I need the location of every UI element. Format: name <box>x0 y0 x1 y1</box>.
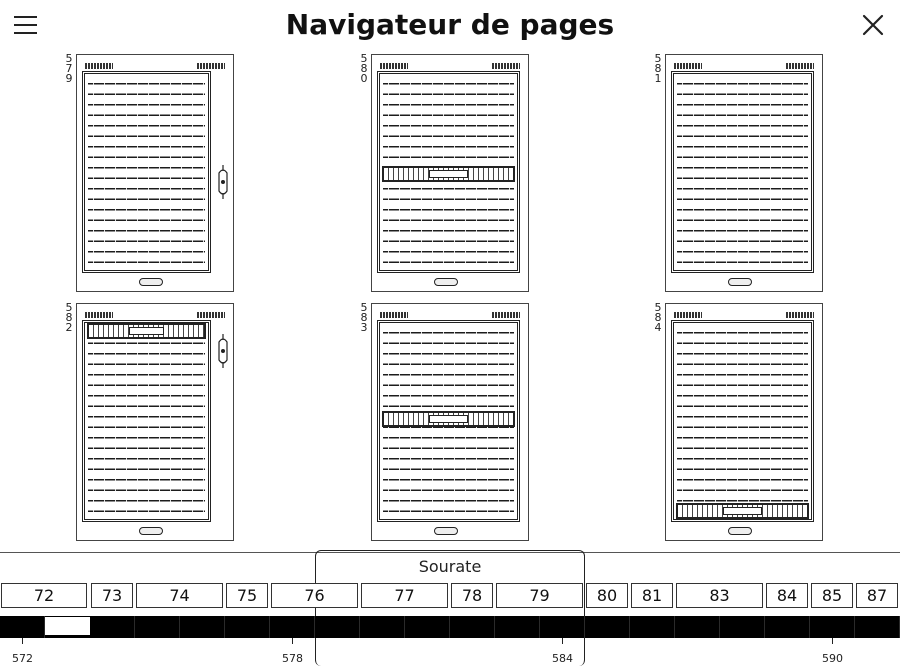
page-thumbnail-grid <box>0 52 900 544</box>
page-position-strip[interactable] <box>0 616 900 638</box>
page-header-ornament <box>674 63 814 71</box>
page-text-frame <box>377 71 520 273</box>
page-thumbnail-582[interactable] <box>76 303 234 541</box>
page-thumbnail-cell <box>64 52 234 292</box>
page-block[interactable] <box>405 616 450 638</box>
navigation-bar <box>0 544 900 666</box>
page-block[interactable] <box>585 616 630 638</box>
page-block[interactable] <box>675 616 720 638</box>
page-block[interactable] <box>90 616 135 638</box>
page-tick-label: 584 <box>552 652 573 665</box>
page-number: 5 8 0 <box>360 52 368 85</box>
page-text-frame <box>377 320 520 522</box>
page-thumbnail-cell <box>359 301 529 541</box>
surah-button[interactable]: 77 <box>361 583 448 608</box>
surah-button[interactable]: 76 <box>271 583 358 608</box>
page-thumbnail-cell <box>653 301 823 541</box>
page-text-frame <box>82 71 211 273</box>
surah-title-band <box>382 411 515 427</box>
page-footer-badge <box>434 278 458 286</box>
page-thumbnail-584[interactable] <box>665 303 823 541</box>
page-tick-label: 572 <box>12 652 33 665</box>
surah-button[interactable]: 81 <box>631 583 673 608</box>
page-block[interactable] <box>315 616 360 638</box>
surah-button[interactable]: 80 <box>586 583 628 608</box>
surah-button[interactable]: 75 <box>226 583 268 608</box>
page-block[interactable] <box>855 616 900 638</box>
surah-button[interactable]: 83 <box>676 583 763 608</box>
page-header-ornament <box>380 63 520 71</box>
page-block[interactable] <box>360 616 405 638</box>
page-number: 5 8 3 <box>360 301 368 334</box>
page-text-frame <box>671 71 814 273</box>
page-block[interactable] <box>180 616 225 638</box>
page-tick <box>292 638 293 644</box>
page-text-frame <box>671 320 814 522</box>
page-thumbnail-579[interactable] <box>76 54 234 292</box>
page-thumbnail-cell <box>653 52 823 292</box>
margin-hizb-icon <box>217 334 229 368</box>
surah-button[interactable]: 72 <box>1 583 87 608</box>
surah-button[interactable]: 87 <box>856 583 898 608</box>
surah-button[interactable]: 73 <box>91 583 133 608</box>
page-block[interactable] <box>720 616 765 638</box>
page-tick <box>562 638 563 644</box>
surah-button[interactable]: 79 <box>496 583 583 608</box>
page-block[interactable] <box>810 616 855 638</box>
page-footer-badge <box>139 278 163 286</box>
page-block[interactable] <box>0 616 45 638</box>
surah-title-band <box>382 166 515 182</box>
surah-title-band <box>676 503 809 519</box>
page-number: 5 7 9 <box>65 52 73 85</box>
margin-hizb-icon <box>217 165 229 199</box>
page-block[interactable] <box>765 616 810 638</box>
page-thumbnail-cell <box>64 301 234 541</box>
page-block[interactable] <box>630 616 675 638</box>
page-number: 5 8 2 <box>65 301 73 334</box>
page-block[interactable] <box>135 616 180 638</box>
page-header-ornament <box>85 63 225 71</box>
page-footer-badge <box>139 527 163 535</box>
current-page-indicator[interactable] <box>45 616 90 638</box>
page-block[interactable] <box>495 616 540 638</box>
page-number: 5 8 4 <box>654 301 662 334</box>
page-thumbnail-580[interactable] <box>371 54 529 292</box>
page-text-frame <box>82 320 211 522</box>
page-footer-badge <box>728 278 752 286</box>
surah-button[interactable]: 78 <box>451 583 493 608</box>
page-block[interactable] <box>270 616 315 638</box>
header <box>0 0 900 52</box>
page-tick-label: 590 <box>822 652 843 665</box>
surah-button[interactable]: 74 <box>136 583 223 608</box>
sourate-label: Sourate <box>418 557 482 576</box>
page-thumbnail-cell <box>359 52 529 292</box>
page-footer-badge <box>728 527 752 535</box>
page-tick-label: 578 <box>282 652 303 665</box>
page-title: Navigateur de pages <box>285 8 615 41</box>
surah-number-row <box>0 583 900 608</box>
page-block[interactable] <box>450 616 495 638</box>
page-block[interactable] <box>225 616 270 638</box>
page-thumbnail-581[interactable] <box>665 54 823 292</box>
surah-button[interactable]: 84 <box>766 583 808 608</box>
page-thumbnail-583[interactable] <box>371 303 529 541</box>
page-block[interactable] <box>540 616 585 638</box>
page-number: 5 8 1 <box>654 52 662 85</box>
page-footer-badge <box>434 527 458 535</box>
page-tick <box>22 638 23 644</box>
page-header-ornament <box>674 312 814 320</box>
page-header-ornament <box>85 312 225 320</box>
close-icon[interactable] <box>862 14 884 36</box>
surah-title-band <box>87 323 206 339</box>
surah-button[interactable]: 85 <box>811 583 853 608</box>
page-tick <box>832 638 833 644</box>
page-header-ornament <box>380 312 520 320</box>
